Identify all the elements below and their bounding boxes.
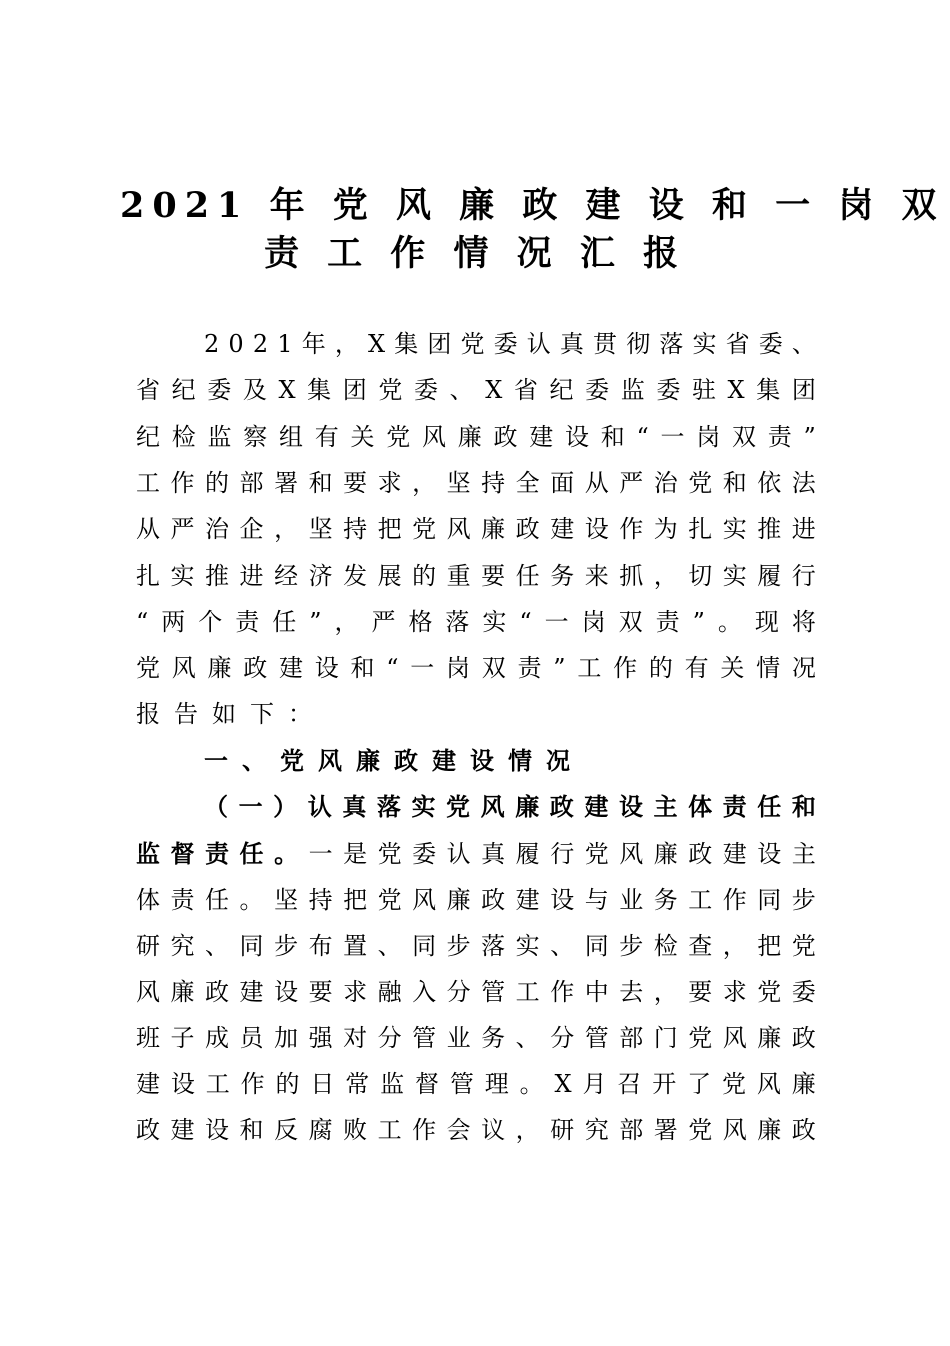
- paragraph-line: 工 作 的 部 署 和 要 求 ， 坚 持 全 面 从 严 治 党 和 依 法: [136, 469, 816, 497]
- paragraph-line: 政 建 设 和 反 腐 败 工 作 会 议 ， 研 究 部 署 党 风 廉 政: [136, 1116, 816, 1144]
- document-title-line-2: 责 工 作 情 况 汇 报: [263, 233, 687, 274]
- paragraph-line: 班 子 成 员 加 强 对 分 管 业 务 、 分 管 部 门 党 风 廉 政: [136, 1024, 816, 1052]
- paragraph-line: 建 设 工 作 的 日 常 监 督 管 理 。 X 月 召 开 了 党 风 廉: [136, 1070, 816, 1098]
- paragraph-line: 省 纪 委 及 X 集 团 党 委 、 X 省 纪 委 监 委 驻 X 集 团: [136, 376, 816, 404]
- paragraph-line: 风 廉 政 建 设 要 求 融 入 分 管 工 作 中 去 ， 要 求 党 委: [136, 978, 816, 1006]
- section-heading-line: 一 、 党 风 廉 政 建 设 情 况: [204, 746, 570, 775]
- paragraph-line: 从 严 治 企 ， 坚 持 把 党 风 廉 政 建 设 作 为 扎 实 推 进: [136, 515, 816, 543]
- paragraph-line: 监 督 责 任 。 一 是 党 委 认 真 履 行 党 风 廉 政 建 设 主: [136, 839, 816, 868]
- paragraph-line: 党 风 廉 政 建 设 和 “ 一 岗 双 责 ” 工 作 的 有 关 情 况: [136, 654, 816, 682]
- paragraph-line: 纪 检 监 察 组 有 关 党 风 廉 政 建 设 和 “ 一 岗 双 责 ”: [136, 423, 816, 451]
- paragraph-line: 报 告 如 下 ：: [136, 700, 312, 728]
- section-heading-line: （ 一 ） 认 真 落 实 党 风 廉 政 建 设 主 体 责 任 和: [204, 792, 816, 821]
- paragraph-line: 体 责 任 。 坚 持 把 党 风 廉 政 建 设 与 业 务 工 作 同 步: [136, 886, 816, 914]
- paragraph-line: 研 究 、 同 步 布 置 、 同 步 落 实 、 同 步 检 查 ， 把 党: [136, 932, 816, 960]
- paragraph-line: 扎 实 推 进 经 济 发 展 的 重 要 任 务 来 抓 ， 切 实 履 行: [136, 562, 816, 590]
- paragraph-line: “ 两 个 责 任 ” ， 严 格 落 实 “ 一 岗 双 责 ” 。 现 将: [136, 608, 816, 636]
- paragraph-line: 2 0 2 1 年 ， X 集 团 党 委 认 真 贯 彻 落 实 省 委 、: [204, 330, 816, 358]
- document-title-line-1: 2021 年 党 风 廉 政 建 设 和 一 岗 双: [120, 185, 945, 226]
